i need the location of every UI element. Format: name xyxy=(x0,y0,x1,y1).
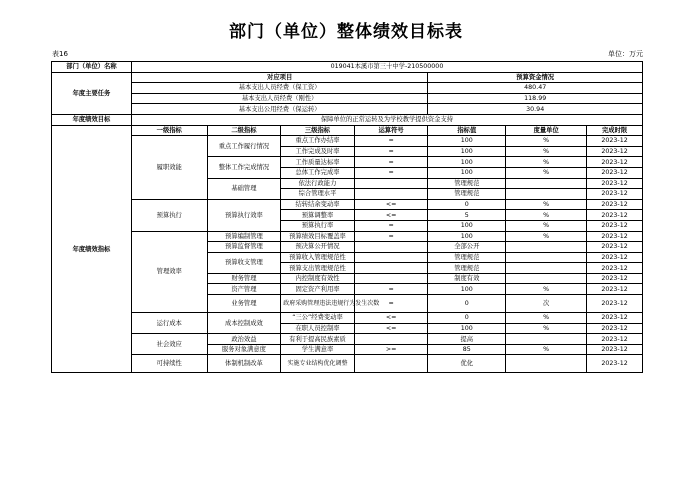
tasks-label: 年度主要任务 xyxy=(52,72,132,114)
indicator-level2: 成本控制成效 xyxy=(207,313,281,334)
indicator-level3: 综合管理水平 xyxy=(281,189,355,200)
indicator-operator xyxy=(354,355,428,373)
indicator-deadline: 2023-12 xyxy=(587,334,643,345)
indicator-operator: = xyxy=(354,231,428,242)
indicator-level2: 体制机制改革 xyxy=(207,355,281,373)
indicator-value: 0 xyxy=(428,313,506,324)
indicator-value: 100 xyxy=(428,220,506,231)
indicator-deadline: 2023-12 xyxy=(587,220,643,231)
indicator-unit: % xyxy=(506,157,587,168)
indicator-deadline: 2023-12 xyxy=(587,189,643,200)
indicator-operator: = xyxy=(354,136,428,147)
indicator-level3: 在职人员控制率 xyxy=(281,323,355,334)
performance-table xyxy=(51,61,643,373)
indicator-value: 管理规范 xyxy=(428,263,506,274)
indicator-value: 100 xyxy=(428,157,506,168)
tasks-project-header: 对应项目 xyxy=(131,72,427,83)
indicator-unit: % xyxy=(506,323,587,334)
indicator-value: 管理规范 xyxy=(428,189,506,200)
indicator-level3: “三公”经费变动率 xyxy=(281,313,355,324)
task-amount: 480.47 xyxy=(428,83,643,94)
indicator-deadline: 2023-12 xyxy=(587,231,643,242)
indicator-value: 100 xyxy=(428,136,506,147)
header-operator: 运算符号 xyxy=(354,125,428,136)
indicator-level1: 社会效应 xyxy=(131,334,207,355)
task-amount: 30.94 xyxy=(428,104,643,115)
indicator-level2: 政治效益 xyxy=(207,334,281,345)
indicator-level2: 财务管理 xyxy=(207,273,281,284)
page-title: 部门（单位）整体绩效目标表 xyxy=(229,22,463,42)
indicator-deadline: 2023-12 xyxy=(587,242,643,253)
indicator-unit: % xyxy=(506,146,587,157)
indicator-level3: 预算调整率 xyxy=(281,210,355,221)
indicator-row xyxy=(52,313,643,324)
indicator-deadline: 2023-12 xyxy=(587,323,643,334)
indicator-unit xyxy=(506,189,587,200)
indicator-value: 100 xyxy=(428,323,506,334)
indicator-value: 100 xyxy=(428,146,506,157)
indicator-level3: 重点工作办结率 xyxy=(281,136,355,147)
indicator-operator xyxy=(354,252,428,263)
indicator-operator: = xyxy=(354,167,428,178)
indicator-value: 提高 xyxy=(428,334,506,345)
indicator-unit xyxy=(506,263,587,274)
indicator-deadline: 2023-12 xyxy=(587,344,643,355)
indicator-value: 100 xyxy=(428,167,506,178)
indicator-level3: 学生满意率 xyxy=(281,344,355,355)
indicator-deadline: 2023-12 xyxy=(587,355,643,373)
indicator-deadline: 2023-12 xyxy=(587,263,643,274)
indicator-value: 全部公开 xyxy=(428,242,506,253)
indicator-level2: 预算监督管理 xyxy=(207,242,281,253)
task-amount: 118.99 xyxy=(428,93,643,104)
indicator-deadline: 2023-12 xyxy=(587,157,643,168)
indicator-value: 制度有效 xyxy=(428,273,506,284)
goal-label: 年度绩效目标 xyxy=(52,114,132,125)
header-level2: 二级指标 xyxy=(207,125,281,136)
indicator-level1: 预算执行 xyxy=(131,199,207,231)
header-level1: 一级指标 xyxy=(131,125,207,136)
indicator-operator: = xyxy=(354,220,428,231)
indicator-unit xyxy=(506,242,587,253)
header-unit: 度量单位 xyxy=(506,125,587,136)
indicator-level1: 可持续性 xyxy=(131,355,207,373)
indicator-value: 管理规范 xyxy=(428,252,506,263)
indicator-level1: 履职效能 xyxy=(131,136,207,200)
indicator-value: 100 xyxy=(428,231,506,242)
indicator-level3: 依法行政能力 xyxy=(281,178,355,189)
indicator-operator xyxy=(354,263,428,274)
indicator-unit: % xyxy=(506,231,587,242)
task-name: 基本支出公用经费（保运转） xyxy=(131,104,427,115)
indicator-operator: <= xyxy=(354,313,428,324)
unit-label: 单位：万元 xyxy=(608,50,643,58)
indicator-value: 0 xyxy=(428,199,506,210)
indicator-row xyxy=(52,334,643,345)
indicator-operator xyxy=(354,334,428,345)
indicator-unit: % xyxy=(506,167,587,178)
indicator-level1: 管理效率 xyxy=(131,231,207,313)
indicator-level3: 工作质量达标率 xyxy=(281,157,355,168)
indicator-unit: % xyxy=(506,313,587,324)
indicator-level2: 重点工作履行情况 xyxy=(207,136,281,157)
indicator-operator: = xyxy=(354,295,428,313)
task-name: 基本支出人员经费（刚性） xyxy=(131,93,427,104)
indicator-level3: 预算执行率 xyxy=(281,220,355,231)
indicator-deadline: 2023-12 xyxy=(587,178,643,189)
indicator-deadline: 2023-12 xyxy=(587,167,643,178)
indicator-level2: 服务对象满意度 xyxy=(207,344,281,355)
indicator-level2: 基础管理 xyxy=(207,178,281,199)
indicator-unit: % xyxy=(506,220,587,231)
indicator-unit: % xyxy=(506,199,587,210)
dept-name-value: 019041本溪市第三十中学-210500000 xyxy=(131,62,642,73)
indicator-operator: >= xyxy=(354,344,428,355)
indicator-level3: 有利于提高民族素质 xyxy=(281,334,355,345)
table-number: 表16 xyxy=(52,50,68,58)
indicator-operator: <= xyxy=(354,210,428,221)
indicator-level2: 预算收支管理 xyxy=(207,252,281,273)
indicator-level2: 资产管理 xyxy=(207,284,281,295)
indicator-level1: 运行成本 xyxy=(131,313,207,334)
indicator-deadline: 2023-12 xyxy=(587,273,643,284)
indicator-level3: 预算绩效目标覆盖率 xyxy=(281,231,355,242)
dept-name-label: 部门（单位）名称 xyxy=(52,62,132,73)
indicator-unit: % xyxy=(506,284,587,295)
indicator-level2: 预算执行效率 xyxy=(207,199,281,231)
indicator-unit xyxy=(506,252,587,263)
indicator-operator: <= xyxy=(354,199,428,210)
indicator-operator: = xyxy=(354,146,428,157)
indicator-value: 100 xyxy=(428,284,506,295)
indicator-row xyxy=(52,231,643,242)
indicator-operator: = xyxy=(354,157,428,168)
indicator-deadline: 2023-12 xyxy=(587,199,643,210)
indicator-value: 管理规范 xyxy=(428,178,506,189)
task-name: 基本支出人员经费（保工资） xyxy=(131,83,427,94)
indicator-operator xyxy=(354,189,428,200)
indicator-deadline: 2023-12 xyxy=(587,284,643,295)
indicator-value: 85 xyxy=(428,344,506,355)
indicator-value: 5 xyxy=(428,210,506,221)
task-row xyxy=(52,93,643,104)
indicator-level3: 预决算公开情况 xyxy=(281,242,355,253)
indicator-operator: <= xyxy=(354,323,428,334)
indicators-label: 年度绩效指标 xyxy=(52,125,132,373)
indicator-operator xyxy=(354,242,428,253)
indicator-level3: 内控制度有效性 xyxy=(281,273,355,284)
indicator-value: 0 xyxy=(428,295,506,313)
indicator-deadline: 2023-12 xyxy=(587,313,643,324)
indicator-unit xyxy=(506,178,587,189)
indicator-level3: 政府采购管理违法违规行为发生次数 xyxy=(281,295,355,313)
indicator-unit: % xyxy=(506,344,587,355)
indicator-operator xyxy=(354,273,428,284)
indicator-deadline: 2023-12 xyxy=(587,252,643,263)
indicator-operator xyxy=(354,178,428,189)
indicator-deadline: 2023-12 xyxy=(587,136,643,147)
goal-text: 保障单位的正常运转及为学校教学提供资金支持 xyxy=(131,114,642,125)
indicator-unit: % xyxy=(506,136,587,147)
indicator-unit xyxy=(506,334,587,345)
header-value: 指标值 xyxy=(428,125,506,136)
task-row xyxy=(52,104,643,115)
indicator-row xyxy=(52,136,643,147)
indicator-unit: 次 xyxy=(506,295,587,313)
indicator-level3: 预算收入管理规范性 xyxy=(281,252,355,263)
indicator-level3: 总体工作完成率 xyxy=(281,167,355,178)
indicator-unit xyxy=(506,355,587,373)
tasks-budget-header: 预算资金情况 xyxy=(428,72,643,83)
indicator-level2: 整体工作完成情况 xyxy=(207,157,281,178)
header-deadline: 完成时限 xyxy=(587,125,643,136)
indicator-level3: 实施专业结构优化调整 xyxy=(281,355,355,373)
indicator-level2: 预算编制管理 xyxy=(207,231,281,242)
indicator-deadline: 2023-12 xyxy=(587,295,643,313)
indicator-deadline: 2023-12 xyxy=(587,146,643,157)
indicator-deadline: 2023-12 xyxy=(587,210,643,221)
indicator-value: 优化 xyxy=(428,355,506,373)
indicator-level2: 业务管理 xyxy=(207,295,281,313)
indicator-level3: 结转结余变动率 xyxy=(281,199,355,210)
indicator-level3: 预算支出管理规范性 xyxy=(281,263,355,274)
indicator-level3: 固定资产利用率 xyxy=(281,284,355,295)
indicator-unit: % xyxy=(506,210,587,221)
indicator-level3: 工作完成及时率 xyxy=(281,146,355,157)
indicator-row xyxy=(52,355,643,373)
indicator-unit xyxy=(506,273,587,284)
indicator-row xyxy=(52,199,643,210)
task-row xyxy=(52,83,643,94)
indicator-operator: = xyxy=(354,284,428,295)
header-level3: 三级指标 xyxy=(281,125,355,136)
